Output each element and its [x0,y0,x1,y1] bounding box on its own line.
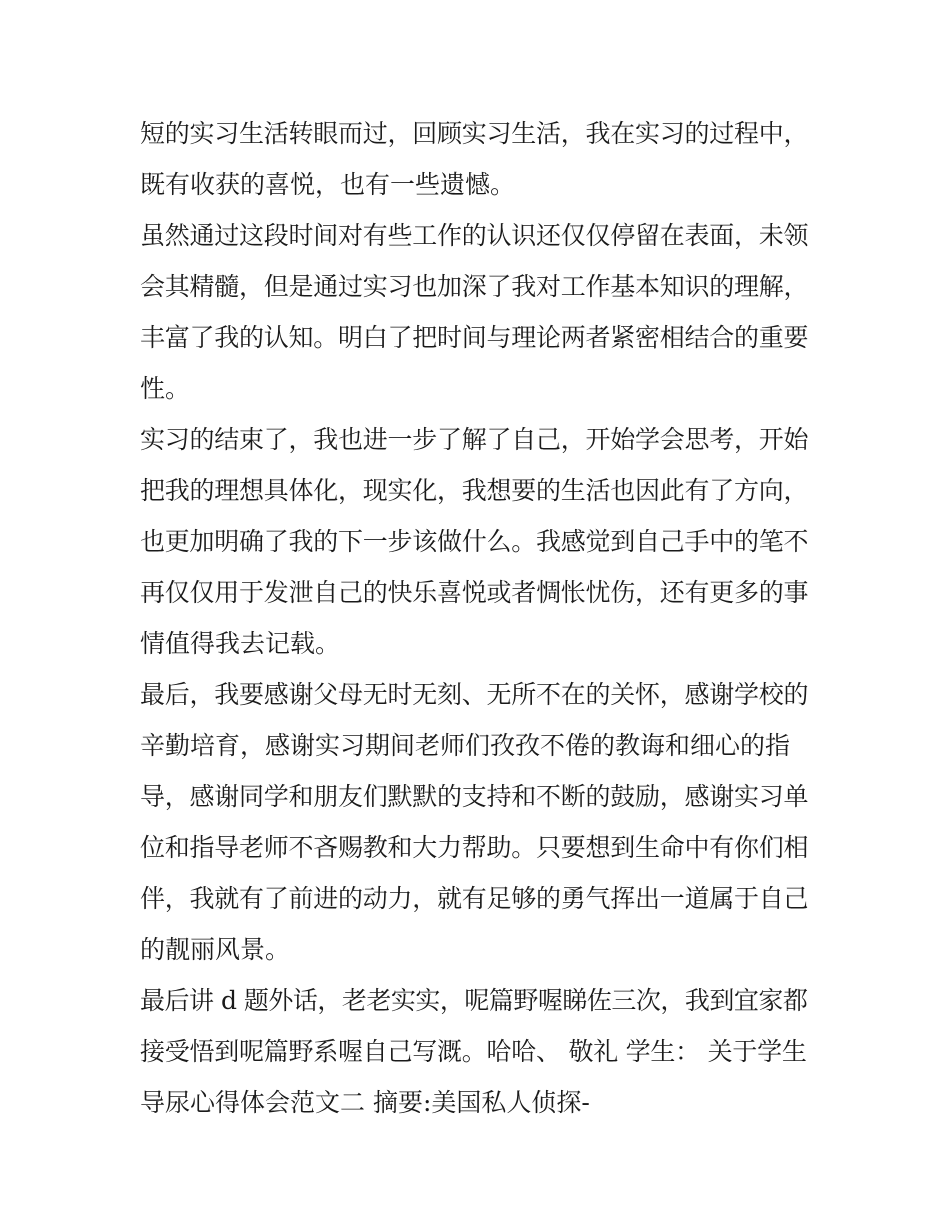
text-line: 最后讲 d 题外话，老老实实，呢篇野喔睇佐三次，我到宜家都 [140,986,808,1015]
text-line: 最后，我要感谢父母无时无刻、无所不在的关怀，感谢学校的 [140,680,809,709]
text-line: 短的实习生活转眼而过，回顾实习生活，我在实习的过程中， [140,119,809,148]
document-body [140,108,812,1128]
text-line: 位和指导老师不吝赐教和大力帮助。只要想到生命中有你们相 [140,833,809,862]
text-line: 会其精髓，但是通过实习也加深了我对工作基本知识的理解， [140,272,809,301]
text-line: 再仅仅用于发泄自己的快乐喜悦或者惆怅忧伤，还有更多的事 [140,578,809,607]
text-line: 丰富了我的认知。明白了把时间与理论两者紧密相结合的重要 [140,323,809,352]
text-line: 导，感谢同学和朋友们默默的支持和不断的鼓励，感谢实习单 [140,782,809,811]
text-line: 实习的结束了，我也进一步了解了自己，开始学会思考，开始 [140,425,809,454]
text-line: 接受悟到呢篇野系喔自己写溉。哈哈、 敬礼 学生： 关于学生 [140,1037,807,1066]
text-line: 性。 [140,374,191,403]
text-line: 伴，我就有了前进的动力，就有足够的勇气挥出一道属于自己 [140,884,809,913]
text-line: 把我的理想具体化，现实化，我想要的生活也因此有了方向， [140,476,809,505]
text-line: 导尿心得体会范文二 摘要:美国私人侦探- [140,1088,590,1117]
text-line: 情值得我去记载。 [140,629,341,658]
text-line: 辛勤培育，感谢实习期间老师们孜孜不倦的教诲和细心的指 [140,731,791,760]
text-line: 的靓丽风景。 [140,935,291,964]
text-line: 虽然通过这段时间对有些工作的认识还仅仅停留在表面，未领 [140,221,809,250]
text-line: 既有收获的喜悦，也有一些遗憾。 [140,170,516,199]
text-line: 也更加明确了我的下一步该做什么。我感觉到自己手中的笔不 [140,527,809,556]
